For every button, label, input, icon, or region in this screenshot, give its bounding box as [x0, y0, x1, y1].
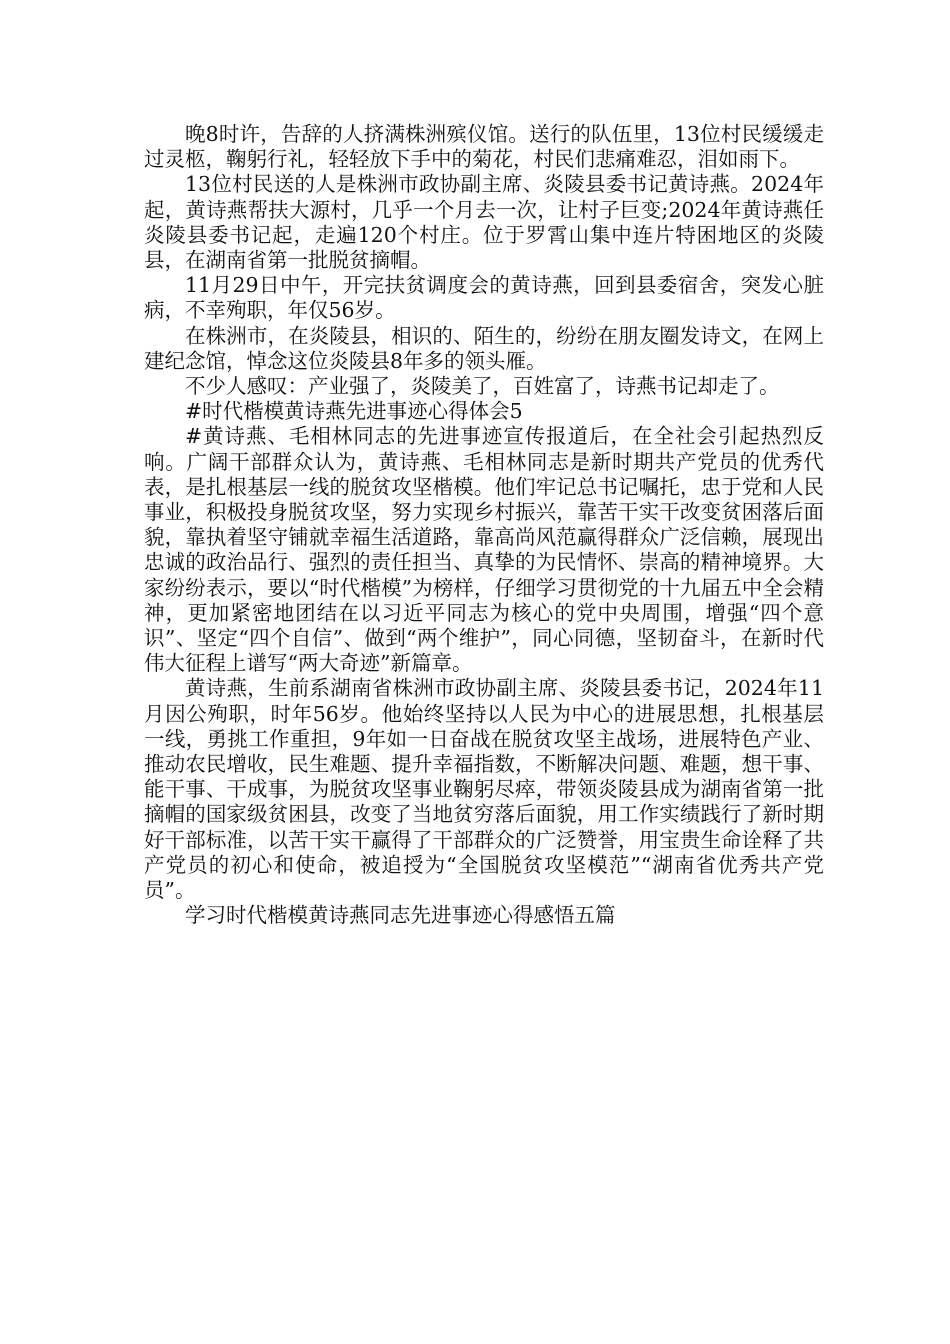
paragraph-1: 晚8时许，告辞的人挤满株洲殡仪馆。送行的队伍里，13位村民缓缓走过灵柩，鞠躬行礼，轻轻放下手中的菊花，村民们悲痛难忍，泪如雨下。: [144, 122, 824, 172]
paragraph-7: 黄诗燕，生前系湖南省株洲市政协副主席、炎陵县委书记，2024年11月因公殉职，时年56岁。他始终坚持以人民为中心的进展思想，扎根基层一线，勇挑工作重担，9年如一日奋战在脱贫攻坚主战场，进展特色产业、推动农民增收，民生难题、提升幸福指数，不断解决问题、难题，想干事、能干事、干成事，为脱贫攻坚事业鞠躬尽瘁，带领炎陵县成为湖南省第一批摘帽的国家级贫困县，改变了当地贫穷落后面貌，用工作实绩践行了新时期好干部标准，以苦干实干赢得了干部群众的广泛赞誉，用宝贵生命诠释了共产党员的初心和使命，被追授为“全国脱贫攻坚模范”“湖南省优秀共产党员”。: [144, 676, 824, 903]
closing-title: 学习时代楷模黄诗燕同志先进事迹心得感悟五篇: [185, 903, 616, 928]
paragraph-3: 11月29日中午，开完扶贫调度会的黄诗燕，回到县委宿舍，突发心脏病，不幸殉职，年仅56岁。: [144, 273, 824, 323]
section-heading: #时代楷模黄诗燕先进事迹心得体会5: [185, 399, 523, 424]
paragraph-5: 不少人感叹：产业强了，炎陵美了，百姓富了，诗燕书记却走了。: [185, 374, 780, 399]
paragraph-2: 13位村民送的人是株洲市政协副主席、炎陵县委书记黄诗燕。2024年起，黄诗燕帮扶大源村，几乎一个月去一次，让村子巨变;2024年黄诗燕任炎陵县委书记起，走遍120个村庄。位于罗霄山集中连片特困地区的炎陵县，在湖南省第一批脱贫摘帽。: [144, 172, 824, 273]
paragraph-4: 在株洲市，在炎陵县，相识的、陌生的，纷纷在朋友圈发诗文，在网上建纪念馆，悼念这位炎陵县8年多的领头雁。: [144, 323, 824, 373]
paragraph-6: #黄诗燕、毛相林同志的先进事迹宣传报道后，在全社会引起热烈反响。广阔干部群众认为，黄诗燕、毛相林同志是新时期共产党员的优秀代表，是扎根基层一线的脱贫攻坚楷模。他们牢记总书记嘱托，忠于党和人民事业，积极投身脱贫攻坚，努力实现乡村振兴，靠苦干实干改变贫困落后面貌，靠执着坚守铺就幸福生活道路，靠高尚风范赢得群众广泛信赖，展现出忠诚的政治品行、强烈的责任担当、真挚的为民情怀、崇高的精神境界。大家纷纷表示，要以“时代楷模”为榜样，仔细学习贯彻党的十九届五中全会精神，更加紧密地团结在以习近平同志为核心的党中央周围，增强“四个意识”、坚定“四个自信”、做到“两个维护”，同心同德，坚韧奋斗，在新时代伟大征程上谱写“两大奇迹”新篇章。: [144, 424, 824, 676]
document-body: [144, 122, 824, 929]
